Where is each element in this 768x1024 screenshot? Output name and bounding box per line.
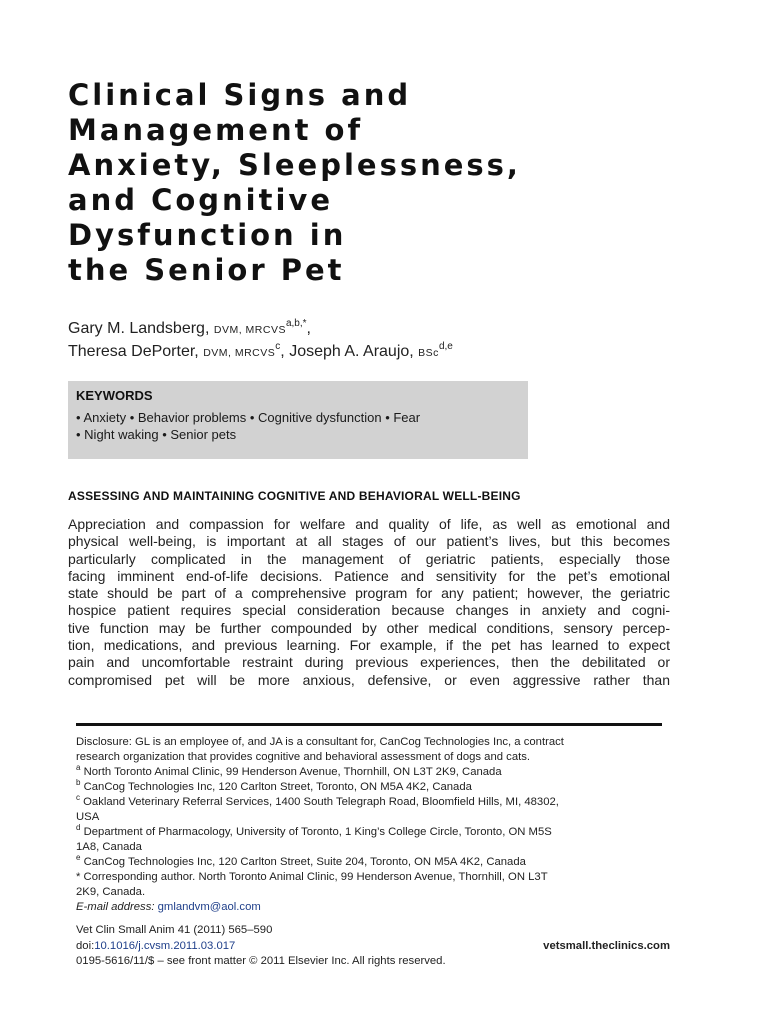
- body-line: physical well-being, is important at all stages of our patient’s lives, but this becomes: [68, 533, 670, 550]
- footnotes: [76, 735, 668, 915]
- journal-website-link[interactable]: vetsmall.theclinics.com: [543, 939, 670, 952]
- body-line: tive function may be further compounded by other medical conditions, sensory percep-: [68, 619, 670, 636]
- body-line: hospice patient requires special consideration because changes in anxiety and cogni-: [68, 602, 670, 619]
- affiliation-text: CanCog Technologies Inc, 120 Carlton Street, Suite 204, Toronto, ON M5A 4K2, Canada: [80, 856, 526, 868]
- keywords-heading: KEYWORDS: [76, 388, 153, 403]
- body-line: facing imminent end-of-life decisions. Patience and sensitivity for the pet’s emotional: [68, 567, 670, 584]
- title-line: Clinical Signs and: [68, 78, 412, 112]
- author-list: [68, 318, 708, 364]
- title-line: Dysfunction in: [68, 218, 347, 252]
- author-separator: ,: [306, 320, 311, 337]
- affiliation-marker[interactable]: a,b,*: [285, 318, 307, 329]
- author-name: Joseph A. Araujo,: [289, 343, 414, 360]
- corresponding-author: * Corresponding author. North Toronto Animal Clinic, 99 Henderson Avenue, Thornhill, ON L3T: [76, 871, 548, 883]
- corresponding-author-cont: 2K9, Canada.: [76, 886, 146, 898]
- affiliation-a: [76, 765, 668, 780]
- title-line: Anxiety, Sleeplessness,: [68, 148, 521, 182]
- disclosure-note: research organization that provides cognitive and behavioral assessment of dogs and cats.: [76, 751, 531, 763]
- email-link[interactable]: gmlandvm@aol.com: [157, 901, 261, 913]
- affiliation-text: North Toronto Animal Clinic, 99 Henderson Avenue, Thornhill, ON L3T 2K9, Canada: [80, 766, 502, 778]
- affiliation-c-cont: USA: [76, 811, 100, 823]
- keywords-line: • Anxiety • Behavior problems • Cognitive dysfunction • Fear: [76, 410, 421, 425]
- doi-label: doi:: [76, 939, 95, 952]
- keywords-box: [68, 381, 528, 459]
- author-degree: BSc: [418, 347, 439, 359]
- body-line: pain and uncomfortable restraint during previous experiences, then the debilitated or: [68, 654, 670, 671]
- title-line: Management of: [68, 113, 364, 147]
- keywords-line: • Night waking • Senior pets: [76, 427, 237, 442]
- author-name: Theresa DePorter,: [68, 343, 199, 360]
- footnote-divider: [76, 723, 662, 726]
- body-line: Appreciation and compassion for welfare and quality of life, as well as emotional and: [68, 516, 670, 532]
- author-name: Gary M. Landsberg,: [68, 320, 210, 337]
- affiliation-mark: d: [76, 823, 81, 832]
- affiliation-d-cont: 1A8, Canada: [76, 841, 142, 853]
- article-title: [68, 78, 628, 288]
- body-line: state should be part of a comprehensive program for any patient; however, the geriatric: [68, 585, 670, 602]
- doi-link[interactable]: 10.1016/j.cvsm.2011.03.017: [94, 939, 236, 952]
- affiliation-mark: a: [76, 763, 81, 772]
- affiliation-c: [76, 795, 668, 810]
- author-line-2: [68, 341, 708, 364]
- author-degree: DVM, MRCVS: [213, 324, 286, 336]
- affiliation-mark: e: [76, 853, 81, 862]
- citation: Vet Clin Small Anim 41 (2011) 565–590: [76, 924, 273, 936]
- section-heading: ASSESSING AND MAINTAINING COGNITIVE AND BEHAVIORAL WELL-BEING: [68, 489, 521, 503]
- publication-info: [76, 923, 670, 970]
- author-degree: DVM, MRCVS: [203, 347, 276, 359]
- copyright-notice: 0195-5616/11/$ – see front matter © 2011 Elsevier Inc. All rights reserved.: [76, 955, 446, 967]
- author-separator: ,: [280, 343, 285, 360]
- email-line: [76, 900, 668, 915]
- affiliation-b: [76, 780, 668, 795]
- affiliation-marker[interactable]: d,e: [438, 341, 453, 352]
- affiliation-mark: b: [76, 778, 81, 787]
- affiliation-d: [76, 825, 668, 840]
- author-line-1: [68, 318, 708, 341]
- body-line: particularly complicated in the management of geriatric patients, especially those: [68, 550, 670, 567]
- title-line: and Cognitive: [68, 183, 333, 217]
- body-paragraph: [68, 516, 670, 689]
- affiliation-text: CanCog Technologies Inc, 120 Carlton Street, Toronto, ON M5A 4K2, Canada: [80, 781, 472, 793]
- affiliation-marker[interactable]: c: [275, 341, 281, 352]
- affiliation-mark: c: [76, 793, 80, 802]
- body-line: tion, medications, and previous learning. For example, if the pet has learned to expect: [68, 637, 670, 654]
- email-label: E-mail address:: [76, 901, 155, 913]
- title-line: the Senior Pet: [68, 253, 345, 287]
- body-line: compromised pet will be more anxious, defensive, or even aggressive rather than: [68, 671, 670, 688]
- affiliation-text: Oakland Veterinary Referral Services, 1400 South Telegraph Road, Bloomfield Hills, MI, 48302,: [80, 796, 559, 808]
- disclosure-note: Disclosure: GL is an employee of, and JA is a consultant for, CanCog Technologies Inc, a contract: [76, 736, 564, 748]
- affiliation-text: Department of Pharmacology, University of Toronto, 1 King’s College Circle, Toronto, ON M5S: [80, 826, 552, 838]
- affiliation-e: [76, 855, 668, 870]
